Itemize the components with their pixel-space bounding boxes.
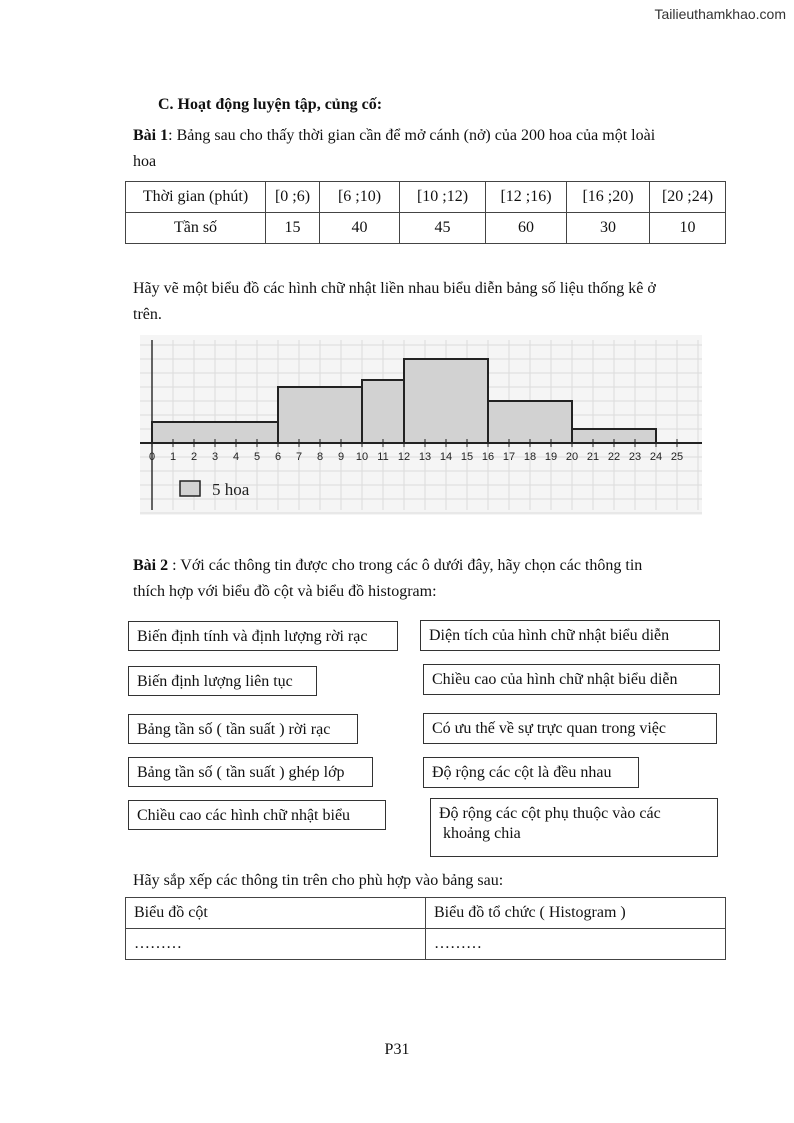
interval-cell: [6 ;10) — [320, 182, 400, 213]
bai2-label: Bài 2 — [133, 557, 169, 574]
section-heading: C. Hoạt động luyện tập, củng cố: — [158, 96, 383, 113]
frequency-table-value-row — [126, 213, 726, 244]
frequency-table-header-row — [126, 182, 726, 213]
frequency-cell: 30 — [567, 213, 650, 244]
x-tick-label: 20 — [565, 451, 579, 463]
x-tick-label: 12 — [397, 451, 411, 463]
x-tick-label: 18 — [523, 451, 537, 463]
frequency-table — [125, 181, 726, 244]
x-tick-label: 1 — [169, 451, 177, 463]
bai2-intro — [133, 553, 642, 605]
x-tick-label: 4 — [232, 451, 240, 463]
col2-value[interactable]: ……… — [426, 929, 726, 960]
info-box: Bảng tần số ( tần suất ) rời rạc — [128, 714, 358, 744]
info-box: Có ưu thế về sự trực quan trong việc — [423, 713, 717, 744]
bai1-question-line1: Hãy vẽ một biểu đồ các hình chữ nhật liền nhau biểu diễn bảng số liệu thống kê ở — [133, 280, 656, 297]
info-box-line: Độ rộng các cột phụ thuộc vào các — [439, 805, 661, 822]
col1-header: Biểu đồ cột — [126, 898, 426, 929]
x-tick-label: 17 — [502, 451, 516, 463]
histogram-bar — [404, 359, 488, 443]
bai2-text-line1: : Với các thông tin được cho trong các ô dưới đây, hãy chọn các thông tin — [168, 557, 643, 574]
frequency-cell: 40 — [320, 213, 400, 244]
x-tick-label: 7 — [295, 451, 303, 463]
interval-cell: [20 ;24) — [650, 182, 726, 213]
info-box: Biến định tính và định lượng rời rạc — [128, 621, 398, 651]
watermark: Tailieuthamkhao.com — [654, 6, 786, 22]
x-tick-label: 11 — [377, 451, 389, 463]
x-tick-label: 10 — [355, 451, 369, 463]
arrange-table-header-row — [126, 898, 726, 929]
info-box: Chiều cao các hình chữ nhật biểu — [128, 800, 386, 830]
col1-value[interactable]: ……… — [126, 929, 426, 960]
x-tick-label: 14 — [439, 451, 453, 463]
x-tick-label: 2 — [190, 451, 198, 463]
x-tick-label: 24 — [649, 451, 663, 463]
legend-label: 5 hoa — [212, 480, 250, 499]
x-tick-label: 13 — [418, 451, 432, 463]
frequency-cell: 10 — [650, 213, 726, 244]
x-tick-label: 0 — [148, 451, 156, 463]
info-box-multiline — [430, 798, 718, 857]
row-label-cell: Tần số — [126, 213, 266, 244]
interval-cell: [12 ;16) — [486, 182, 567, 213]
arrange-table — [125, 897, 726, 960]
histogram-chart — [140, 335, 702, 515]
histogram-bar — [278, 387, 362, 443]
col2-header: Biểu đồ tổ chức ( Histogram ) — [426, 898, 726, 929]
x-tick-label: 19 — [544, 451, 558, 463]
frequency-cell: 45 — [400, 213, 486, 244]
bai2-text-line2: thích hợp với biểu đồ cột và biểu đồ histogram: — [133, 583, 437, 600]
x-tick-label: 21 — [586, 451, 600, 463]
info-box-line: khoảng chia — [439, 825, 521, 842]
x-tick-label: 22 — [607, 451, 621, 463]
x-tick-label: 9 — [337, 451, 345, 463]
bai1-intro — [133, 123, 655, 175]
x-tick-label: 23 — [628, 451, 642, 463]
info-box: Chiều cao của hình chữ nhật biểu diễn — [423, 664, 720, 695]
histogram-bar — [488, 401, 572, 443]
bai1-label: Bài 1 — [133, 127, 169, 144]
legend-swatch — [180, 481, 200, 496]
bai1-text-line1: : Bảng sau cho thấy thời gian cần để mở cánh (nở) của 200 hoa của một loài — [168, 127, 656, 144]
interval-cell: [0 ;6) — [266, 182, 320, 213]
info-box: Diện tích của hình chữ nhật biểu diễn — [420, 620, 720, 651]
arrange-instruction: Hãy sắp xếp các thông tin trên cho phù hợp vào bảng sau: — [133, 872, 504, 889]
info-box: Độ rộng các cột là đều nhau — [423, 757, 639, 788]
bai1-question-line2: trên. — [133, 306, 162, 323]
info-box: Bảng tần số ( tần suất ) ghép lớp — [128, 757, 373, 787]
x-tick-label: 16 — [481, 451, 495, 463]
interval-cell: [10 ;12) — [400, 182, 486, 213]
header-label-cell: Thời gian (phút) — [126, 182, 266, 213]
x-tick-label: 8 — [316, 451, 324, 463]
frequency-cell: 60 — [486, 213, 567, 244]
interval-cell: [16 ;20) — [567, 182, 650, 213]
x-tick-label: 15 — [460, 451, 474, 463]
info-box: Biến định lượng liên tục — [128, 666, 317, 696]
histogram-svg — [140, 335, 702, 515]
x-tick-label: 6 — [274, 451, 282, 463]
bai1-question — [133, 276, 656, 328]
page-number: P31 — [384, 1041, 410, 1058]
x-tick-label: 3 — [211, 451, 219, 463]
x-tick-label: 25 — [670, 451, 684, 463]
bai1-text-line2: hoa — [133, 153, 157, 170]
x-tick-label: 5 — [253, 451, 261, 463]
frequency-cell: 15 — [266, 213, 320, 244]
histogram-bar — [362, 380, 404, 443]
arrange-table-value-row — [126, 929, 726, 960]
